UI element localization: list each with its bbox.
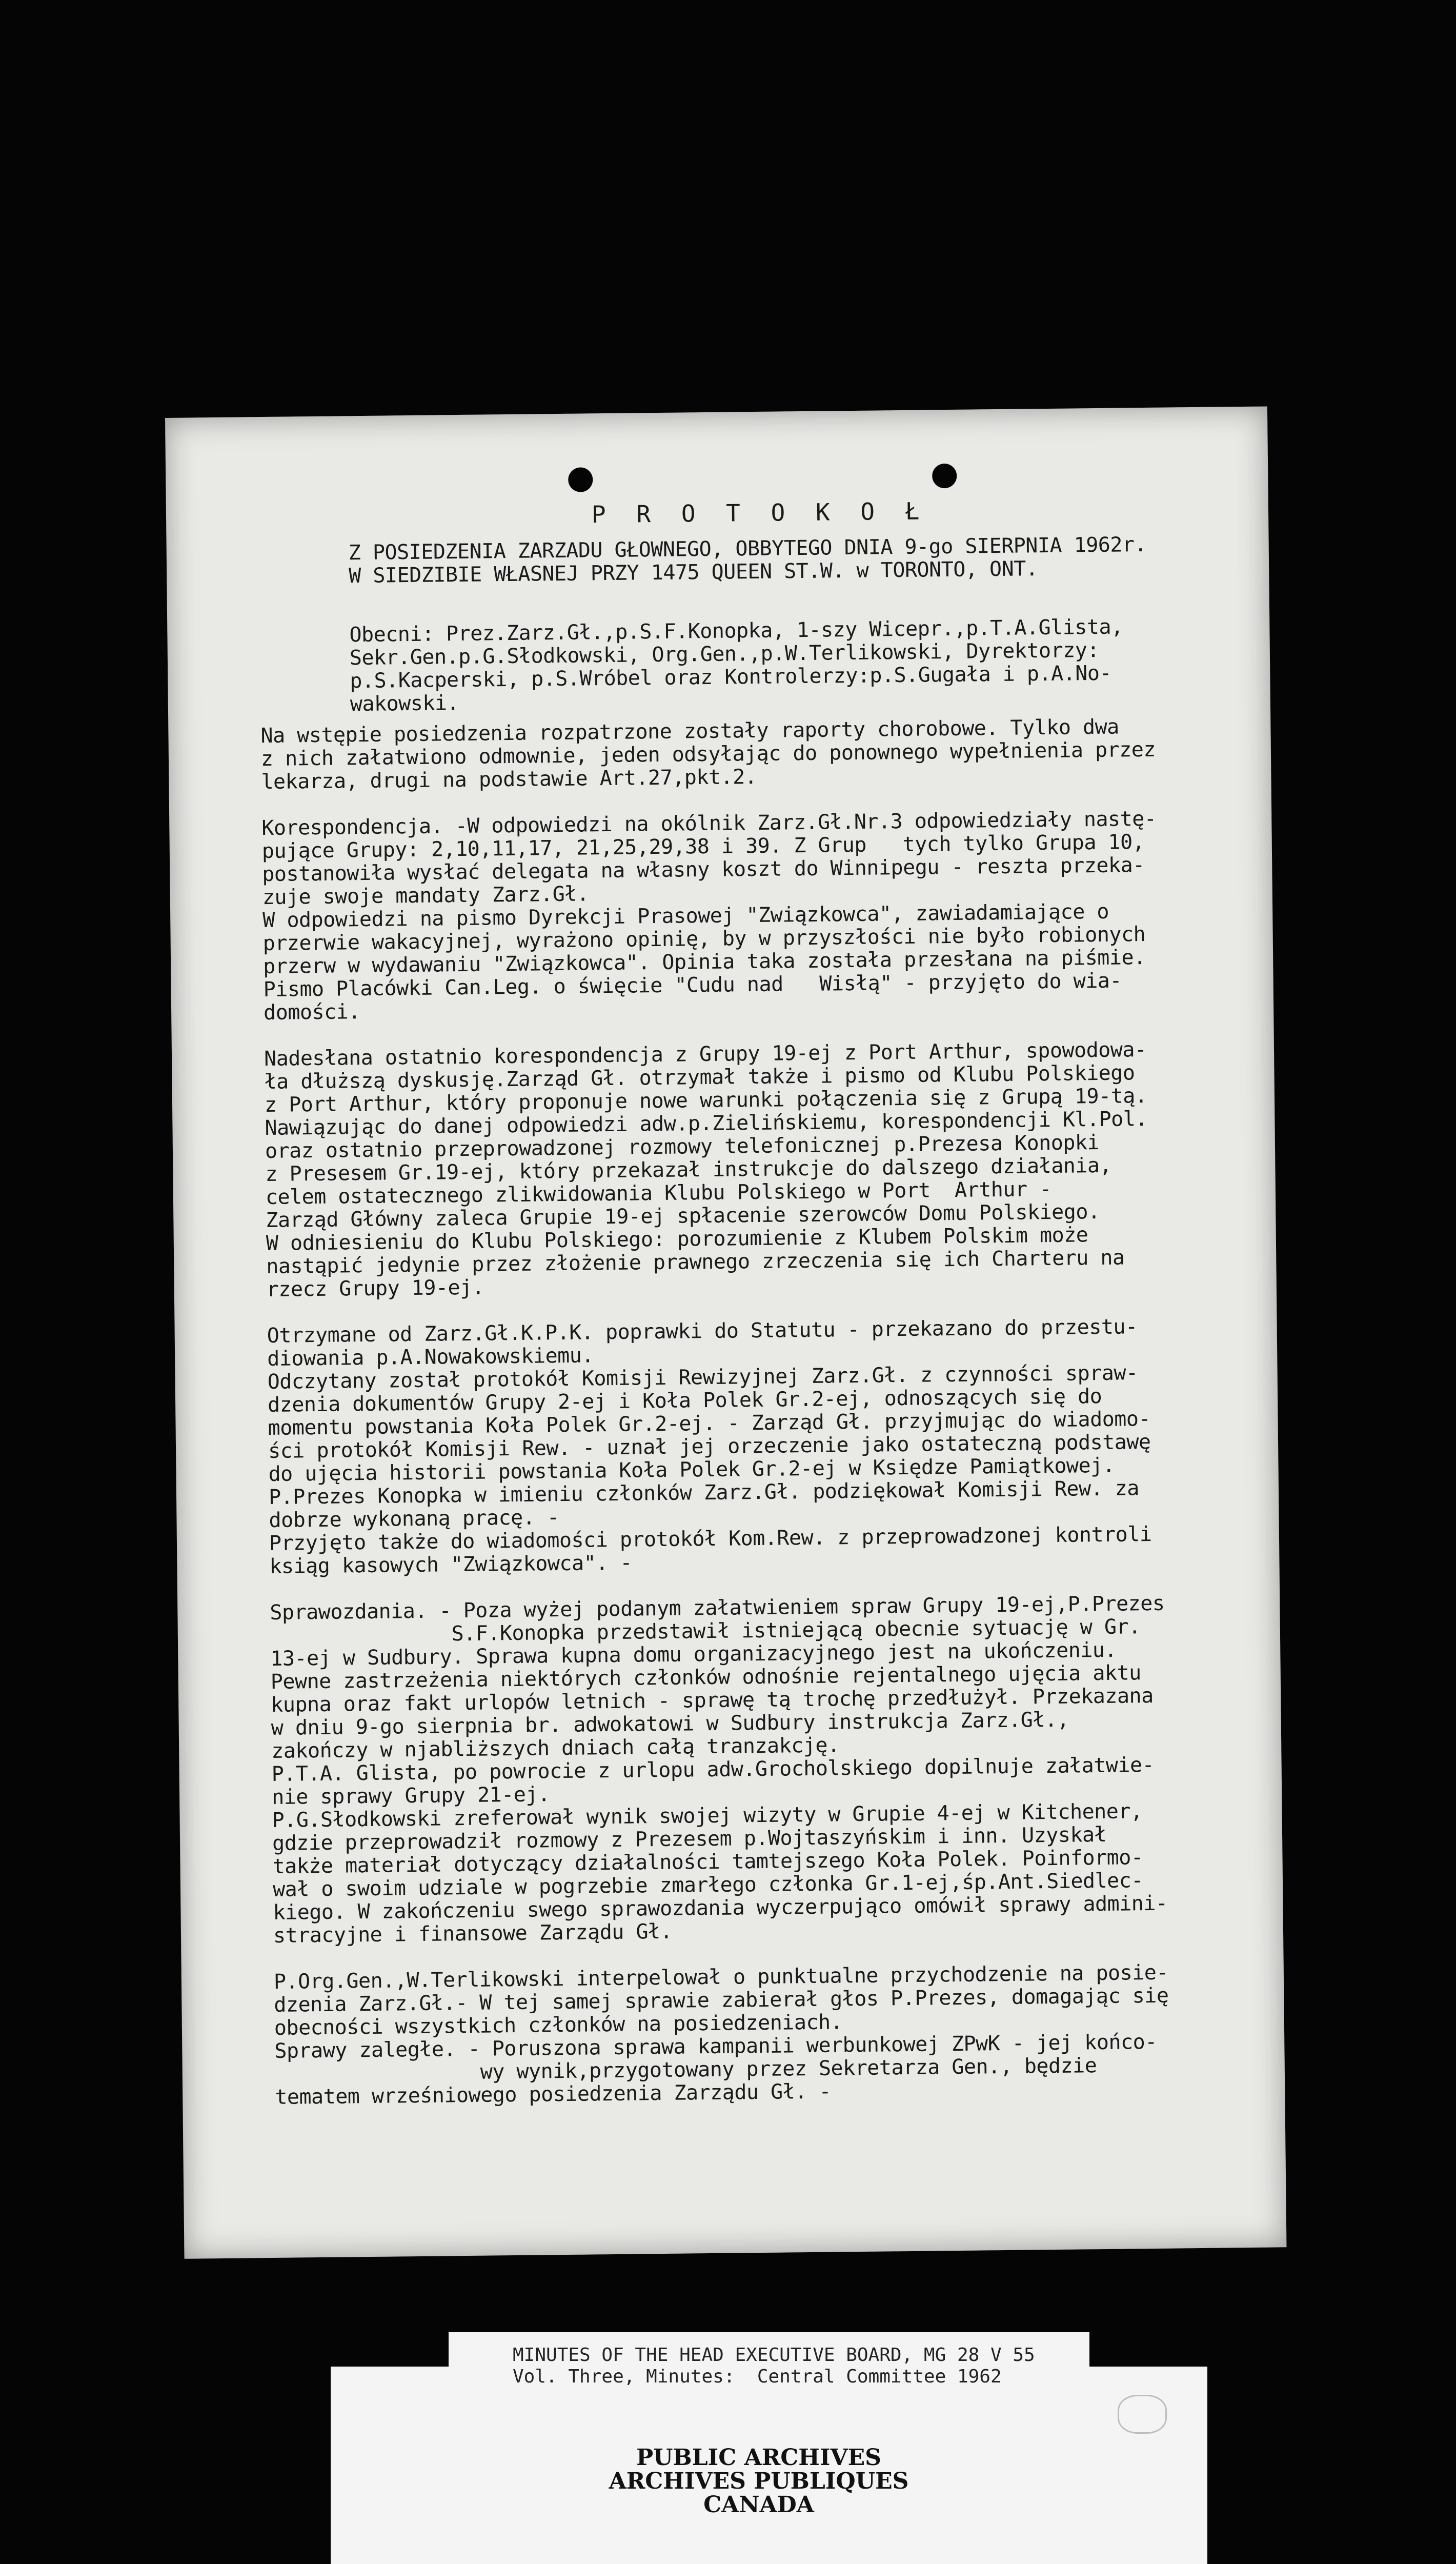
attendees-paragraph: Obecni: Prez.Zarz.Gł.,p.S.F.Konopka, 1-szy Wicepr.,p.T.A.Glista, Sekr.Gen.p.G.Słodkowski, Org.Gen.,p.W.Terlikowski, Dyrektorzy: p.S.Kacperski, p.S.Wróbel oraz Kontrolerzy:p.S.Gugała i p.A.No- wakowski. (349, 615, 1123, 716)
handwritten-mark (1118, 2395, 1167, 2434)
document-title: P R O T O K O Ł (591, 497, 928, 529)
archive-catalog-reference (513, 2345, 1035, 2388)
minutes-body: Na wstępie posiedzenia rozpatrzone zostały raporty chorobowe. Tylko dwa z nich załatwiono odmownie, jeden odsyłając do ponownego wypełnienia przez lekarza, drugi na podstawie Art.27,pkt.2. Korespondencja. -W odpowiedzi na okólnik Zarz.Gł.Nr.3 odpowiedziały nastę- pujące Grupy: 2,10,11,17, 21,25,29,38 i 39. Z Grup tych tylko Grupa 10, postanowiła wysłać delegata na własny koszt do Winnipegu - reszta przeka- zuje swoje mandaty Zarz.Gł. W odpowiedzi na pismo Dyrekcji Prasowej "Związkowca", zawiadamiające o przerwie wakacyjnej, wyrażono opinię, by w przyszłości nie było robionych przerw w wydawaniu "Związkowca". Opinia taka została przesłana na piśmie. Pismo Placówki Can.Leg. o święcie "Cudu nad Wisłą" - przyjęto do wia- domości. Nadesłana ostatnio korespondencja z Grupy 19-ej z Port Arthur, spowodowa- ła dłuższą dyskusję.Zarząd Gł. otrzymał także i pismo od Klubu Polskiego z Port Arthur, który proponuje nowe warunki połączenia się z Grupą 19-tą. Nawiązując do danej odpowiedzi adw.p.Zielińskiemu, korespondencji Kl.Pol. oraz ostatnio przeprowadzonej rozmowy telefonicznej p.Prezesa Konopki z Presesem Gr.19-ej, który przekazał instrukcje do dalszego działania, celem ostatecznego zlikwidowania Klubu Polskiego w Port Arthur - Zarząd Główny zaleca Grupie 19-ej spłacenie szerowców Domu Polskiego. W odniesieniu do Klubu Polskiego: porozumienie z Klubem Polskim może nastąpić jedynie przez złożenie prawnego zrzeczenia się ich Charteru na rzecz Grupy 19-ej. Otrzymane od Zarz.Gł.K.P.K. poprawki do Statutu - przekazano do przestu- diowania p.A.Nowakowskiemu. Odczytany został protokół Komisji Rewizyjnej Zarz.Gł. z czynności spraw- dzenia dokumentów Grupy 2-ej i Koła Polek Gr.2-ej, odnoszących się do momentu powstania Koła Polek Gr.2-ej. - Zarząd Gł. przyjmując do wiadomo- ści protokół Komisji Rew. - uznał jej orzeczenie jako ostateczną podstawę do ujęcia historii powstania Koła Polek Gr.2-ej w Księdze Pamiątkowej. P.Prezes Konopka w imieniu członków Zarz.Gł. podziękował Komisji Rew. za dobrze wykonaną pracę. - Przyjęto także do wiadomości protokół Kom.Rew. z przeprowadzonej kontroli ksiąg kasowych "Związkowca". - Sprawozdania. - Poza wyżej podanym załatwieniem spraw Grupy 19-ej,P.Prezes S.F.Konopka przedstawił istniejącą obecnie sytuację w Gr. 13-ej w Sudbury. Sprawa kupna domu organizacyjnego jest na ukończeniu. Pewne zastrzeżenia niektórych członków odnośnie rejentalnego ujęcia aktu kupna oraz fakt urlopów letnich - sprawę tą trochę przedłużył. Przekazana w dniu 9-go sierpnia br. adwokatowi w Sudbury instrukcja Zarz.Gł., zakończy w njabliższych dniach całą tranzakcję. P.T.A. Glista, po powrocie z urlopu adw.Grocholskiego dopilnuje załatwie- nie sprawy Grupy 21-ej. P.G.Słodkowski zreferował wynik swojej wizyty w Grupie 4-ej w Kitchener, gdzie przeprowadził rozmowy z Prezesem p.Wojtaszyńskim i inn. Uzyskał także materiał dotyczący działalności tamtejszego Koła Polek. Poinformo- wał o swoim udziale w pogrzebie zmarłego członka Gr.1-ej,śp.Ant.Siedlec- kiego. W zakończeniu swego sprawozdania wyczerpująco omówił sprawy admini- stracyjne i finansowe Zarządu Gł. P.Org.Gen.,W.Terlikowski interpelował o punktualne przychodzenie na posie- dzenia Zarz.Gł.- W tej samej sprawie zabierał głos P.Prezes, domagając się obecności wszystkich członków na posiedzeniach. Sprawy zaległe. - Poruszona sprawa kampanii werbunkowej ZPwK - jej końco- wy wynik,przygotowany przez Sekretarza Gen., będzie tematem wrześniowego posiedzenia Zarządu Gł. - (260, 715, 1169, 2109)
archives-line-3: CANADA (703, 2492, 814, 2518)
punch-hole-left (568, 467, 593, 492)
catalog-line-1: MINUTES OF THE HEAD EXECUTIVE BOARD, MG 28 V 55 (513, 2345, 1035, 2366)
archives-line-2: ARCHIVES PUBLIQUES (609, 2468, 909, 2494)
punch-hole-right (932, 464, 957, 489)
document-page (165, 406, 1286, 2258)
document-heading: Z POSIEDZENIA ZARZADU GŁOWNEGO, OBBYTEGO DNIA 9-go SIERPNIA 1962r. W SIEDZIBIE WŁASNEJ PRZY 1475 QUEEN ST.W. w TORONTO, ONT. (348, 532, 1147, 588)
catalog-line-2: Vol. Three, Minutes: Central Committee 1962 (513, 2366, 1002, 2387)
public-archives-stamp (564, 2446, 954, 2517)
archives-line-1: PUBLIC ARCHIVES (636, 2445, 881, 2471)
